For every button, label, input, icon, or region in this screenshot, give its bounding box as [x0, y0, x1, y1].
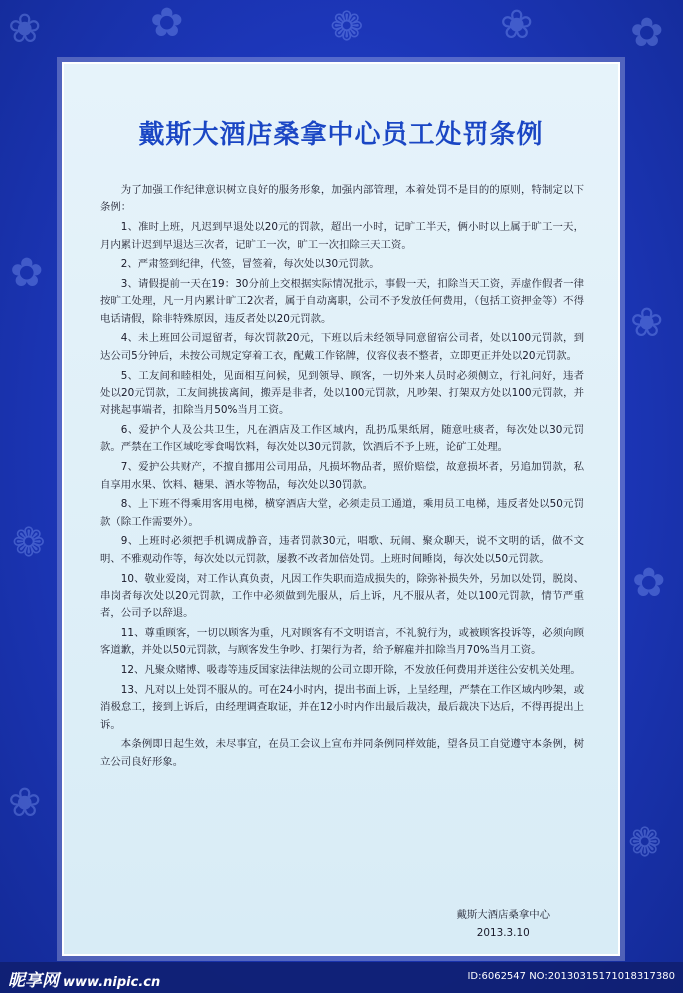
rule-item: 2、严肃签到纪律，代签，冒签着，每次处以30元罚款。 [120, 258, 380, 271]
document-title: 戴斯大酒店桑拿中心员工处罚条例 [138, 120, 544, 150]
image-id: ID:6062547 NO:20130315171018317380 [467, 971, 675, 982]
site-logo-text: 昵享网 [8, 971, 59, 991]
floral-ornament: ✿ [630, 10, 664, 56]
document-body [100, 182, 584, 773]
signature-block [456, 906, 550, 942]
floral-ornament: ✿ [632, 560, 666, 606]
floral-ornament: ❀ [8, 780, 42, 826]
rule-item: 3、请假提前一天在19：30分前上交根据实际情况批示，事假一天，扣除当天工资，弄虚作假者一律按旷工处理，凡一月内累计旷工2次者，属于自动离职，公司不予发放任何费用，（包括工资押金等）不得电话请假，除非特殊原因，违反者处以20元罚款。 [100, 277, 584, 325]
signature-org: 戴斯大酒店桑拿中心 [456, 909, 550, 921]
closing-paragraph: 本条例即日起生效，未尽事宜，在员工会议上宣布并同条例同样效能，望各员工自觉遵守本条例，树立公司良好形象。 [100, 738, 584, 768]
signature-date: 2013.3.10 [476, 927, 530, 939]
floral-ornament: ✿ [10, 250, 44, 296]
notice-panel [62, 62, 620, 956]
rule-item: 10、敬业爱岗，对工作认真负责，凡因工作失职而造成损失的，除弥补损失外，另加以处罚，脱岗、串岗者每次处以20元罚款，工作中必须做到先服从，后上诉，凡不服从者，处以100元罚款，情节严重者，公司予以辞退。 [100, 572, 584, 620]
rule-item: 12、凡聚众赌博、吸毒等违反国家法律法规的公司立即开除，不发放任何费用并送往公安机关处理。 [120, 664, 581, 677]
rule-item: 7、爱护公共财产，不擅自挪用公司用品，凡损坏物品者，照价赔偿，故意损坏者，另追加罚款，私自享用水果、饮料、糖果、酒水等物品，每次处以30罚款。 [100, 461, 584, 491]
floral-ornament: ❀ [630, 300, 664, 346]
rule-item: 8、上下班不得乘用客用电梯，横穿酒店大堂，必须走员工通道，乘用员工电梯，违反者处以50元罚款（除工作需要外）。 [100, 498, 584, 528]
floral-ornament: ✿ [150, 0, 184, 46]
rule-item: 6、爱护个人及公共卫生，凡在酒店及工作区域内，乱扔瓜果纸屑，随意吐痰者，每次处以30元罚款。严禁在工作区域吃零食喝饮料，每次处以30元罚款，饮酒后不予上班，论矿工处理。 [100, 424, 584, 454]
watermark-bar [0, 962, 683, 993]
rule-item: 1、准时上班，凡迟到早退处以20元的罚款，超出一小时，记旷工半天，俩小时以上属于旷工一天，月内累计迟到早退达三次者，记旷工一次，旷工一次扣除三天工资。 [100, 221, 584, 251]
rule-item: 4、未上班回公司逗留者，每次罚款20元，下班以后未经领导同意留宿公司者，处以100元罚款，到达公司5分钟后，未按公司规定穿着工衣，配戴工作铭牌，仪容仪表不整者，立即更正并处以20元罚款。 [100, 332, 584, 362]
floral-ornament: ❀ [500, 2, 534, 48]
floral-ornament: ❁ [330, 4, 364, 50]
rule-item: 11、尊重顾客，一切以顾客为重，凡对顾客有不文明语言，不礼貌行为，或被顾客投诉等，必须向顾客道歉，并处以50元罚款，与顾客发生争吵、打架行为者，给予解雇并扣除当月70%当月工资。 [100, 627, 584, 657]
floral-ornament: ❁ [12, 520, 46, 566]
floral-ornament: ❁ [628, 820, 662, 866]
rule-item: 5、工友间和睦相处，见面相互问候，见到领导、顾客，一切外来人员时必须侧立，行礼问好，违者处以20元罚款，工友间挑拔离间，搬弄是非者，处以100元罚款，凡吵架、打架双方处以100元罚款，并对挑起事端者，扣除当月50%当月工资。 [100, 369, 584, 417]
floral-ornament: ❀ [8, 6, 42, 52]
site-url: www.nipic.cn [63, 975, 161, 990]
rule-item: 9、上班时必须把手机调成静音，违者罚款30元，唱歌、玩闹、聚众聊天，说不文明的话，做不文明、不雅观动作等，每次处以元罚款，屡教不改者加倍处罚。上班时间睡岗，每次处以50元罚款。 [100, 535, 584, 565]
rule-item: 13、凡对以上处罚不服从的。可在24小时内，提出书面上诉，上呈经理，严禁在工作区域内吵架，或消极怠工，接到上诉后，由经理调查取证，并在12小时内作出最后裁决，最后裁决下达后，不得再提出上诉。 [100, 683, 584, 731]
intro-paragraph: 为了加强工作纪律意识树立良好的服务形象，加强内部管理，本着处罚不是目的的原则，特制定以下条例： [100, 184, 584, 214]
site-logo [8, 966, 160, 991]
